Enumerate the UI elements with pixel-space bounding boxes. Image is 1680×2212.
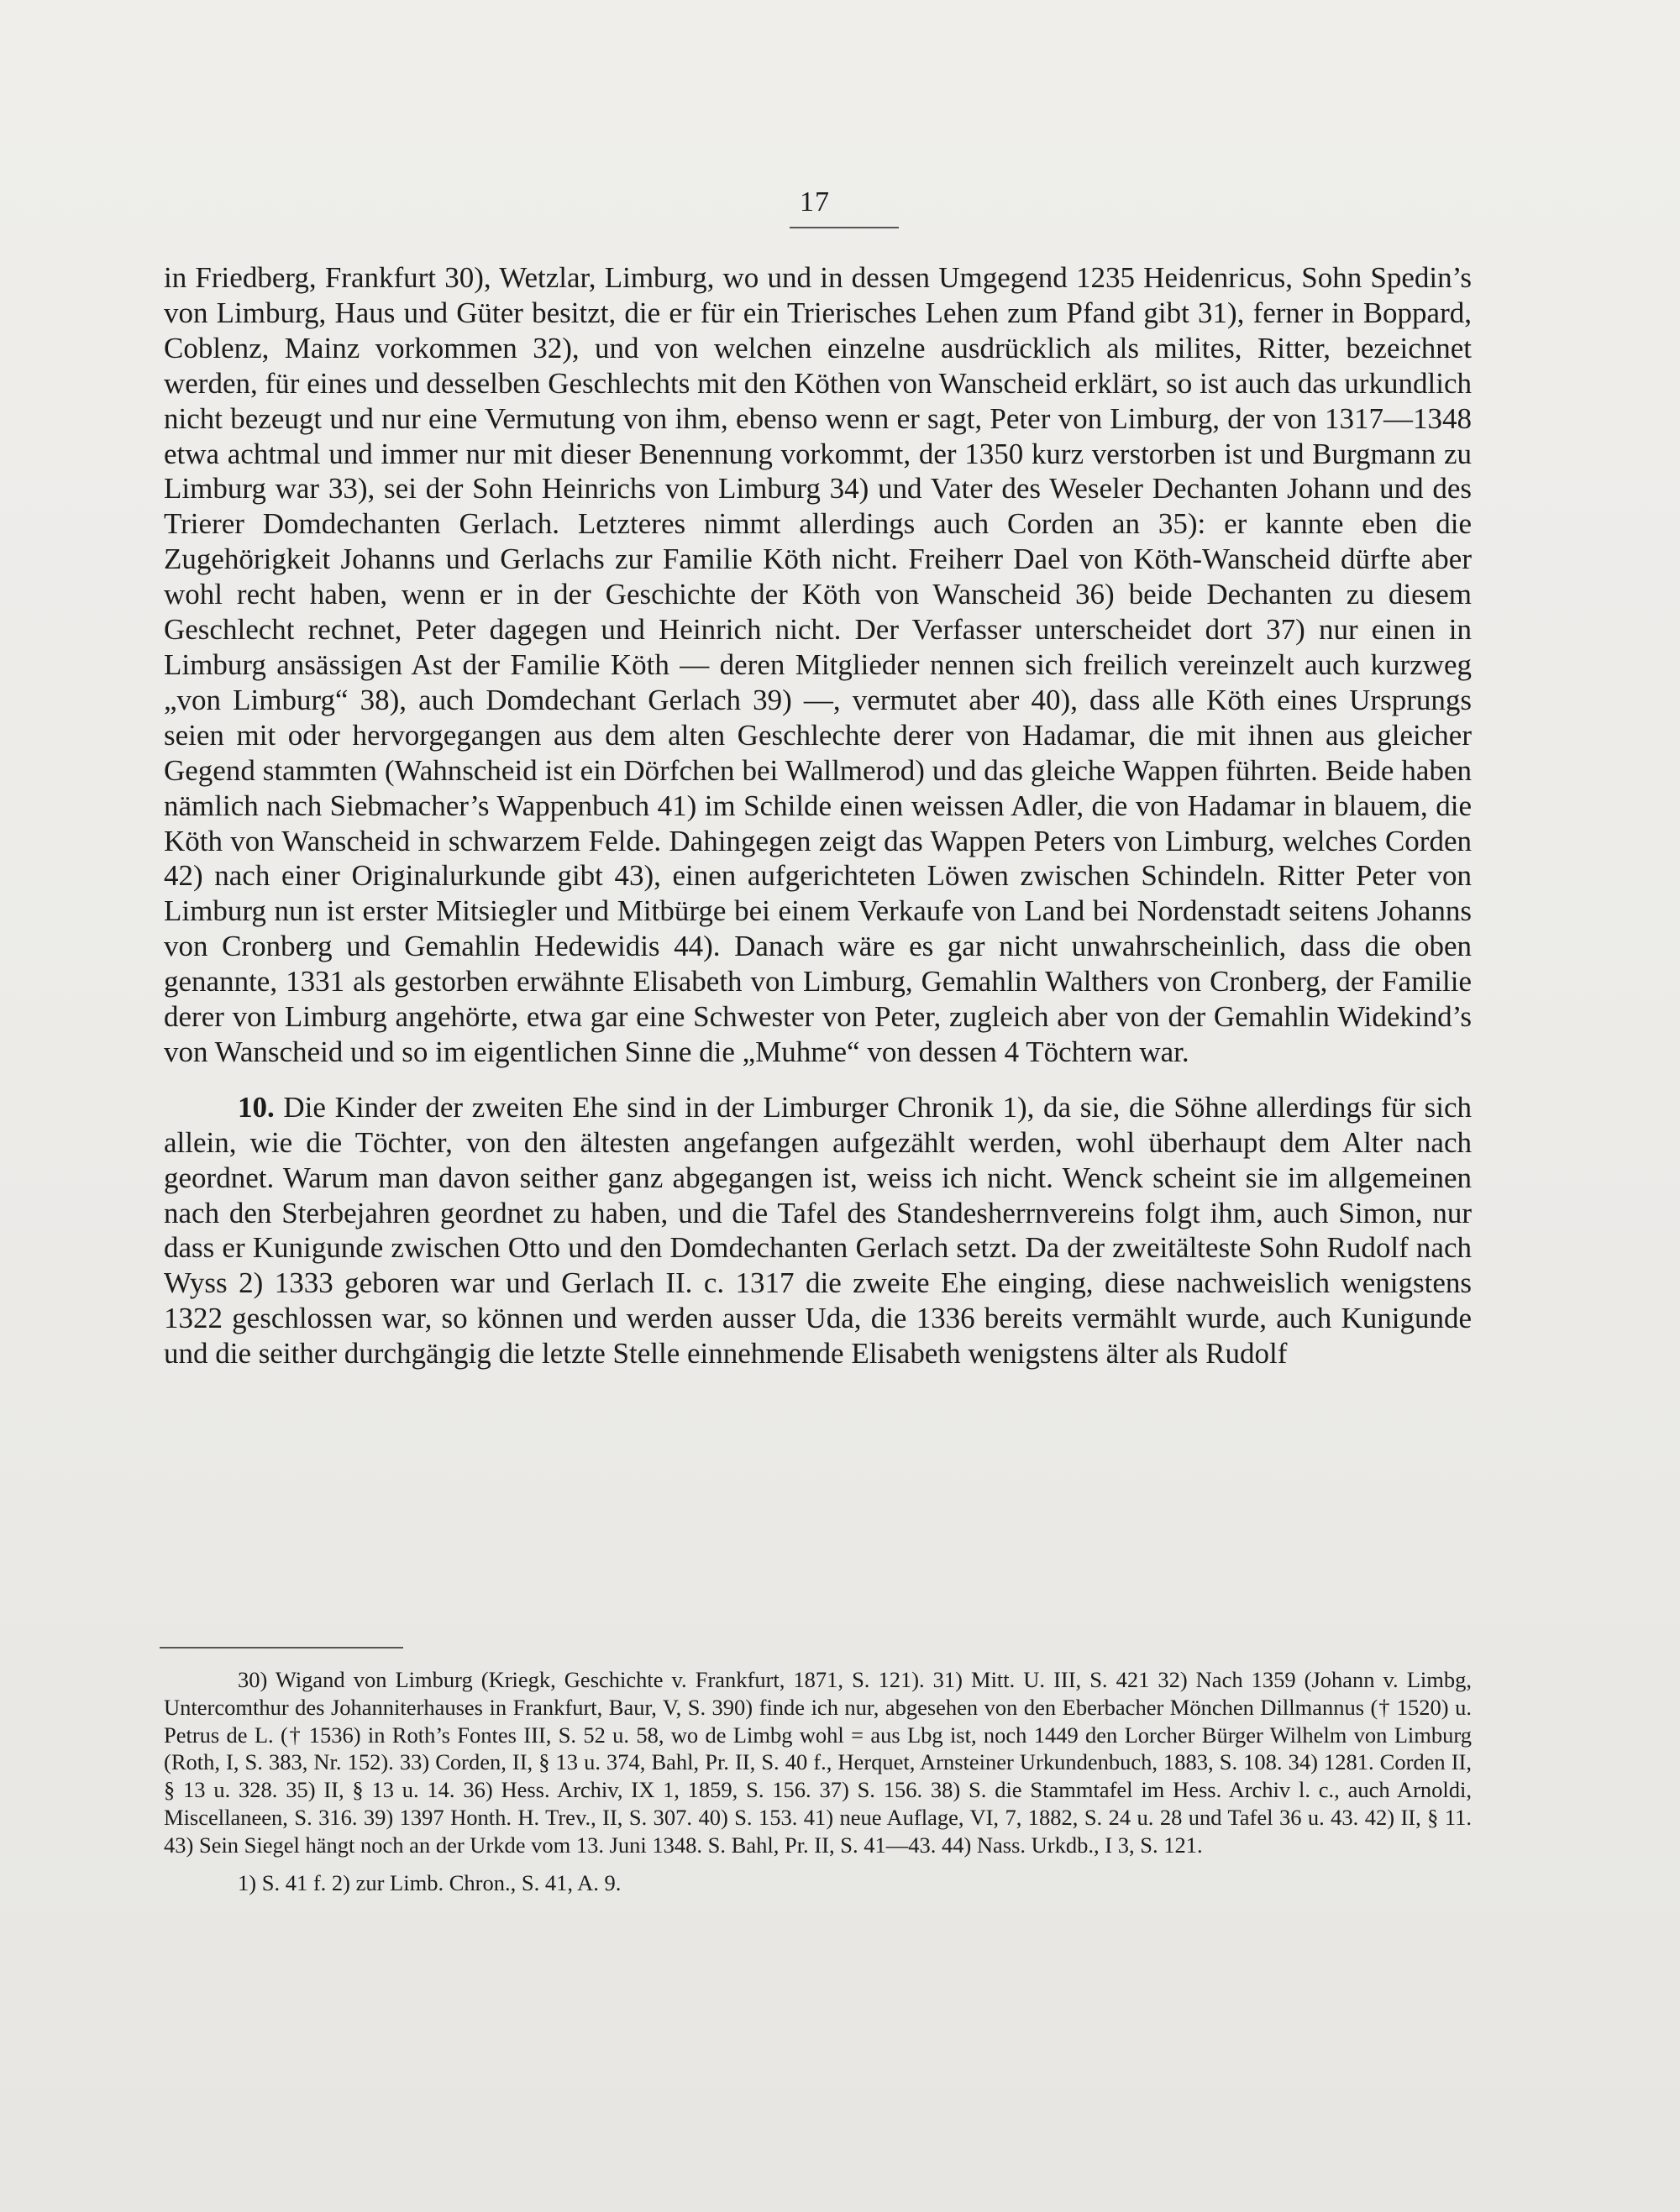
- footnotes: [164, 1666, 1472, 1896]
- paragraph-2: [164, 1090, 1472, 1371]
- paragraph-2-text: Die Kinder der zweiten Ehe sind in der Limburger Chronik 1), da sie, die Söhne allerdings für sich allein, wie die Töchter, von den ältesten angefangen aufgezählt werden, wohl überhaupt dem Alter nach geordnet. Warum man davon seither ganz abgegangen ist, weiss ich nicht. Wenck scheint sie im allgemeinen nach den Sterbejahren geordnet zu haben, und die Tafel des Standesherrnvereins folgt ihm, auch Simon, nur dass er Kunigunde zwischen Otto und den Domdechanten Gerlach setzt. Da der zweitälteste Sohn Rudolf nach Wyss 2) 1333 geboren war und Gerlach II. c. 1317 die zweite Ehe einging, diese nachweislich wenigstens 1322 geschlossen war, so können und werden ausser Uda, die 1336 bereits vermählt wurde, auch Kunigunde und die seither durchgängig die letzte Stelle einnehmende Elisabeth wenigstens älter als Rudolf: [164, 1090, 1472, 1371]
- paragraph-2-number: 10.: [238, 1090, 275, 1124]
- footnotes-block-1: 30) Wigand von Limburg (Kriegk, Geschichte v. Frankfurt, 1871, S. 121). 31) Mitt. U. III, S. 421 32) Nach 1359 (Johann v. Limbg, Untercomthur des Johanniterhauses in Frankfurt, Baur, V, S. 390) finde ich nur, abgesehen von den Eberbacher Mönchen Dillmannus († 1520) u. Petrus de L. († 1536) in Roth’s Fontes III, S. 52 u. 58, wo de Limbg wohl = aus Lbg ist, noch 1449 den Lorcher Bürger Wilhelm von Limburg (Roth, I, S. 383, Nr. 152). 33) Corden, II, § 13 u. 374, Bahl, Pr. II, S. 40 f., Herquet, Arnsteiner Urkundenbuch, 1883, S. 108. 34) 1281. Corden II, § 13 u. 328. 35) II, § 13 u. 14. 36) Hess. Archiv, IX 1, 1859, S. 156. 37) S. 156. 38) S. die Stammtafel im Hess. Archiv l. c., auch Arnoldi, Miscellaneen, S. 316. 39) 1397 Honth. H. Trev., II, S. 307. 40) S. 153. 41) neue Auflage, VI, 7, 1882, S. 24 u. 28 und Tafel 36 u. 43. 42) II, § 11. 43) Sein Siegel hängt noch an der Urkde vom 13. Juni 1348. S. Bahl, Pr. II, S. 41—43. 44) Nass. Urkdb., I 3, S. 121.: [164, 1667, 1472, 1858]
- footnotes-block-2: 1) S. 41 f. 2) zur Limb. Chron., S. 41, A. 9.: [238, 1869, 622, 1895]
- page-number: 17: [800, 186, 830, 218]
- page-number-rule: [790, 227, 899, 228]
- footnote-separator: [160, 1647, 403, 1649]
- body-text: [164, 260, 1472, 1371]
- paragraph-1: in Friedberg, Frankfurt 30), Wetzlar, Limburg, wo und in dessen Umgegend 1235 Heidenricus, Sohn Spedin’s von Limburg, Haus und Güter besitzt, die er für ein Trierisches Lehen zum Pfand gibt 31), ferner in Boppard, Coblenz, Mainz vorkommen 32), und von welchen einzelne ausdrücklich als milites, Ritter, bezeichnet werden, für eines und desselben Geschlechts mit den Köthen von Wanscheid erklärt, so ist auch das urkundlich nicht bezeugt und nur eine Vermutung von ihm, ebenso wenn er sagt, Peter von Limburg, der von 1317—1348 etwa achtmal und immer nur mit dieser Benennung vorkommt, der 1350 kurz verstorben ist und Burgmann zu Limburg war 33), sei der Sohn Heinrichs von Limburg 34) und Vater des Weseler Dechanten Johann und des Trierer Domdechanten Gerlach. Letzteres nimmt allerdings auch Corden an 35): er kannte eben die Zugehörigkeit Johanns und Gerlachs zur Familie Köth nicht. Freiherr Dael von Köth-Wanscheid dürfte aber wohl recht haben, wenn er in der Geschichte der Köth von Wanscheid 36) beide Dechanten zu diesem Geschlecht rechnet, Peter dagegen und Heinrich nicht. Der Verfasser unterscheidet dort 37) nur einen in Limburg ansässigen Ast der Familie Köth — deren Mitglieder nennen sich freilich vereinzelt auch kurzweg „von Limburg“ 38), auch Domdechant Gerlach 39) —, vermutet aber 40), dass alle Köth eines Ursprungs seien mit oder hervorgegangen aus dem alten Geschlechte derer von Hadamar, die mit ihnen aus gleicher Gegend stammten (Wahnscheid ist ein Dörfchen bei Wallmerod) und das gleiche Wappen führten. Beide haben nämlich nach Siebmacher’s Wappenbuch 41) im Schilde einen weissen Adler, die von Hadamar in blauem, die Köth von Wanscheid in schwarzem Felde. Dahingegen zeigt das Wappen Peters von Limburg, welches Corden 42) nach einer Originalurkunde gibt 43), einen aufgerichteten Löwen zwischen Schindeln. Ritter Peter von Limburg nun ist erster Mitsiegler und Mitbürge bei einem Verkaufe von Land bei Nordenstadt seitens Johanns von Cronberg und Gemahlin Hedewidis 44). Danach wäre es gar nicht unwahrscheinlich, dass die oben genannte, 1331 als gestorben erwähnte Elisabeth von Limburg, Gemahlin Walthers von Cronberg, der Familie derer von Limburg angehörte, etwa gar eine Schwester von Peter, zugleich aber von der Gemahlin Widekind’s von Wanscheid und so im eigentlichen Sinne die „Muhme“ von dessen 4 Töchtern war.: [164, 261, 1472, 1068]
